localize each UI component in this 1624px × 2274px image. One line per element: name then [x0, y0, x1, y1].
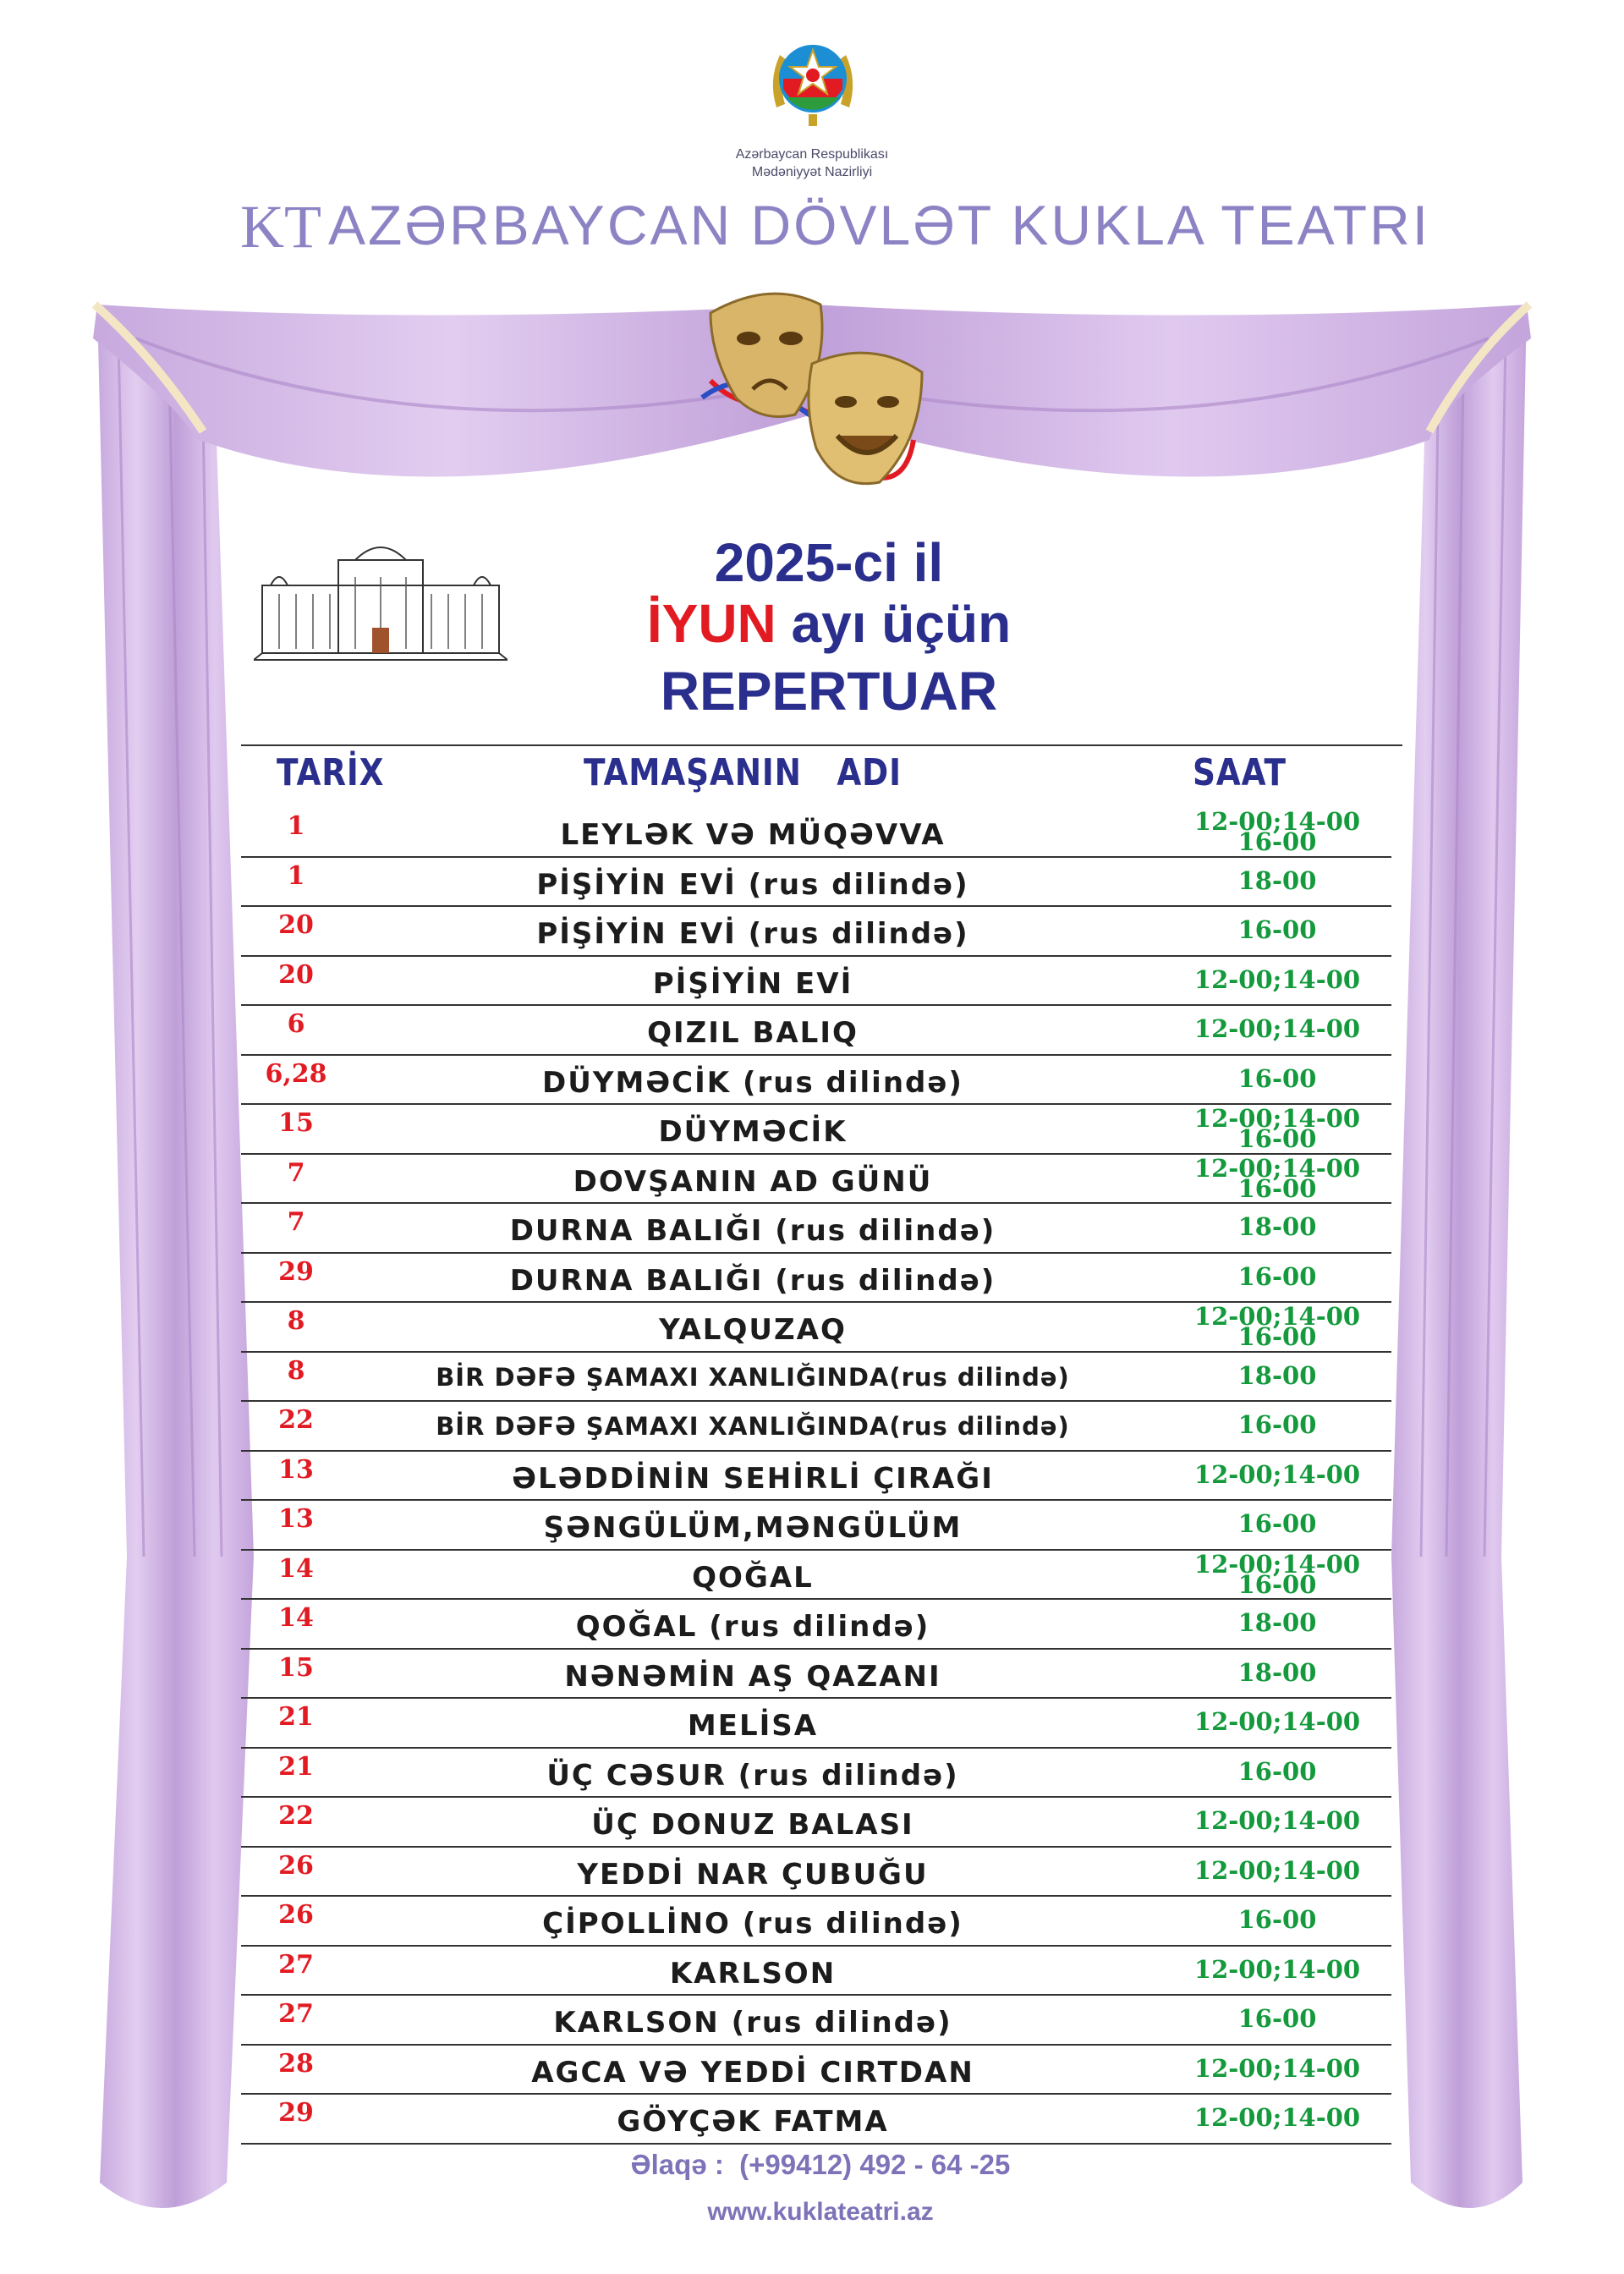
performance-date: 29 — [278, 1256, 314, 1287]
ministry-line-2: Mədəniyyət Nazirliyi — [751, 165, 873, 179]
performance-title: YALQUZAQ — [659, 1313, 847, 1347]
performance-title: PİŞİYİN EVİ (rus dilində) — [536, 867, 969, 902]
performance-title: DÜYMƏCİK (rus dilində) — [542, 1065, 963, 1100]
performance-title: ÜÇ DONUZ BALASI — [591, 1808, 914, 1842]
table-row — [241, 1551, 1391, 1601]
performance-date: 14 — [278, 1553, 314, 1584]
performance-title: PİŞİYİN EVİ (rus dilində) — [536, 917, 969, 951]
performance-title: AGCA VƏ YEDDİ CIRTDAN — [531, 2055, 974, 2090]
performance-date: 27 — [278, 1999, 314, 2029]
table-row — [241, 1848, 1391, 1898]
performance-title: NƏNƏMİN AŞ QAZANI — [564, 1659, 941, 1694]
performance-date: 27 — [278, 1949, 314, 1980]
performance-date: 8 — [287, 1355, 305, 1386]
performance-title: LEYLƏK VƏ MÜQƏVVA — [560, 818, 946, 852]
performance-date: 14 — [278, 1603, 314, 1633]
performance-time: 12-00;14-00 — [1193, 1855, 1361, 1885]
performance-date: 20 — [278, 959, 314, 990]
table-row — [241, 1798, 1391, 1848]
performance-title: BİR DƏFƏ ŞAMAXI XANLIĞINDA(rus dilində) — [436, 1362, 1070, 1392]
table-row — [241, 957, 1391, 1007]
performance-time: 12-00;14-00 16-00 — [1193, 807, 1361, 856]
table-row — [241, 1006, 1391, 1056]
kt-logo-icon — [237, 195, 321, 255]
performance-time: 12-00;14-00 16-00 — [1193, 1153, 1361, 1203]
theatre-masks-icon — [694, 279, 939, 533]
performance-time: 18-00 — [1237, 1360, 1317, 1390]
table-row — [241, 1650, 1391, 1700]
repertoire-heading: REPERTUAR — [660, 661, 998, 722]
performance-title: YEDDİ NAR ÇUBUĞU — [577, 1857, 929, 1892]
theatre-building-icon — [254, 535, 508, 662]
performance-time: 12-00;14-00 16-00 — [1193, 1302, 1361, 1351]
performance-date: 15 — [278, 1652, 314, 1683]
performance-date: 6,28 — [265, 1058, 327, 1089]
performance-time: 12-00;14-00 — [1193, 1806, 1361, 1835]
performance-time: 12-00;14-00 — [1193, 1459, 1361, 1489]
performance-title: QOĞAL (rus dilində) — [575, 1610, 930, 1644]
performance-time: 16-00 — [1237, 915, 1317, 944]
performance-title: DÜYMƏCİK — [658, 1115, 848, 1149]
performance-time: 16-00 — [1237, 1410, 1317, 1439]
performance-title: MELİSA — [687, 1709, 819, 1743]
performance-date: 22 — [278, 1405, 314, 1435]
table-row — [241, 1897, 1391, 1947]
performance-title: ƏLƏDDİNİN SEHİRLİ ÇIRAĞI — [512, 1461, 994, 1496]
table-row — [241, 1749, 1391, 1799]
table-row — [241, 1402, 1391, 1452]
ministry-name — [643, 146, 981, 181]
table-row — [241, 1056, 1391, 1106]
performance-title: ŞƏNGÜLÜM,MƏNGÜLÜM — [543, 1511, 963, 1545]
column-header-date: TARİX — [277, 751, 385, 794]
table-row — [241, 1204, 1391, 1254]
performance-time: 16-00 — [1237, 2004, 1317, 2033]
table-row — [241, 1699, 1391, 1749]
theatre-title — [237, 193, 1438, 257]
table-row — [241, 1303, 1391, 1353]
performance-title: KARLSON (rus dilində) — [553, 2006, 952, 2040]
performance-date: 29 — [278, 2098, 314, 2128]
performance-time: 18-00 — [1237, 1212, 1317, 1241]
ministry-line-1: Azərbaycan Respublikası — [735, 147, 889, 162]
table-row — [241, 808, 1391, 858]
table-row — [241, 1353, 1391, 1403]
performance-title: DURNA BALIĞI (rus dilində) — [509, 1214, 996, 1248]
performance-time: 16-00 — [1237, 1509, 1317, 1538]
performance-time: 16-00 — [1237, 1261, 1317, 1291]
performance-date: 1 — [287, 860, 305, 891]
performance-title: QOĞAL — [692, 1560, 814, 1595]
performance-title: DOVŞANIN AD GÜNÜ — [573, 1164, 933, 1199]
performance-date: 26 — [278, 1900, 314, 1930]
column-header-time: SAAT — [1193, 751, 1287, 794]
performance-time: 18-00 — [1237, 1657, 1317, 1687]
performance-time: 12-00;14-00 — [1193, 1707, 1361, 1736]
table-header — [241, 744, 1391, 804]
website-link[interactable]: www.kuklateatri.az — [707, 2198, 934, 2226]
performance-time: 16-00 — [1237, 1063, 1317, 1093]
performance-time: 18-00 — [1237, 1608, 1317, 1637]
performance-time: 16-00 — [1237, 1756, 1317, 1786]
performance-date: 13 — [278, 1454, 314, 1485]
performance-title: KARLSON — [669, 1956, 837, 1991]
performance-time: 12-00;14-00 — [1193, 1954, 1361, 1984]
performance-date: 20 — [278, 910, 314, 940]
performance-date: 21 — [278, 1751, 314, 1782]
performance-title: BİR DƏFƏ ŞAMAXI XANLIĞINDA(rus dilində) — [436, 1412, 1070, 1441]
performance-title: DURNA BALIĞI (rus dilində) — [509, 1263, 996, 1298]
state-emblem-icon — [761, 30, 864, 133]
schedule-year: 2025-ci il — [714, 532, 944, 593]
schedule-table — [241, 808, 1391, 2145]
performance-date: 8 — [287, 1306, 305, 1336]
table-row — [241, 1600, 1391, 1650]
performance-time: 12-00;14-00 16-00 — [1193, 1104, 1361, 1153]
performance-time: 12-00;14-00 — [1193, 2053, 1361, 2083]
performance-time: 12-00;14-00 16-00 — [1193, 1549, 1361, 1599]
table-row — [241, 1947, 1391, 1997]
performance-title: ÜÇ CƏSUR (rus dilində) — [546, 1758, 959, 1793]
performance-title: PİŞİYİN EVİ — [652, 966, 853, 1001]
performance-date: 28 — [278, 2048, 314, 2079]
performance-title: QIZIL BALIQ — [647, 1016, 859, 1050]
performance-title: GÖYÇƏK FATMA — [617, 2105, 889, 2139]
table-row — [241, 1501, 1391, 1551]
schedule-month-heading — [524, 592, 1133, 655]
performance-date: 1 — [287, 811, 305, 841]
table-row — [241, 1155, 1391, 1205]
kt-logo-text: KT — [240, 195, 321, 255]
contact-phone: Əlaqə : (+99412) 492 - 64 -25 — [630, 2149, 1011, 2180]
performance-date: 6 — [287, 1009, 305, 1039]
column-header-name: TAMAŞANIN ADI — [584, 751, 902, 794]
performance-date: 22 — [278, 1801, 314, 1831]
performance-title: ÇİPOLLİNO (rus dilində) — [542, 1907, 963, 1941]
performance-date: 21 — [278, 1702, 314, 1732]
schedule-month: İYUN — [646, 593, 776, 654]
performance-date: 7 — [287, 1207, 305, 1237]
table-row — [241, 1452, 1391, 1502]
table-row — [241, 1254, 1391, 1304]
performance-time: 12-00;14-00 — [1193, 2103, 1361, 2132]
performance-time: 12-00;14-00 — [1193, 1014, 1361, 1043]
theatre-name: AZƏRBAYCAN DÖVLƏT KUKLA TEATRI — [328, 194, 1431, 256]
table-row — [241, 2046, 1391, 2095]
performance-date: 15 — [278, 1108, 314, 1138]
performance-time: 12-00;14-00 — [1193, 964, 1361, 994]
performance-time: 18-00 — [1237, 865, 1317, 895]
performance-date: 13 — [278, 1504, 314, 1534]
table-row — [241, 858, 1391, 908]
schedule-month-suffix: ayı üçün — [776, 593, 1012, 654]
table-row — [241, 2095, 1391, 2145]
table-row — [241, 1996, 1391, 2046]
performance-date: 7 — [287, 1157, 305, 1188]
table-row — [241, 1105, 1391, 1155]
table-row — [241, 907, 1391, 957]
performance-date: 26 — [278, 1850, 314, 1881]
performance-time: 16-00 — [1237, 1905, 1317, 1934]
